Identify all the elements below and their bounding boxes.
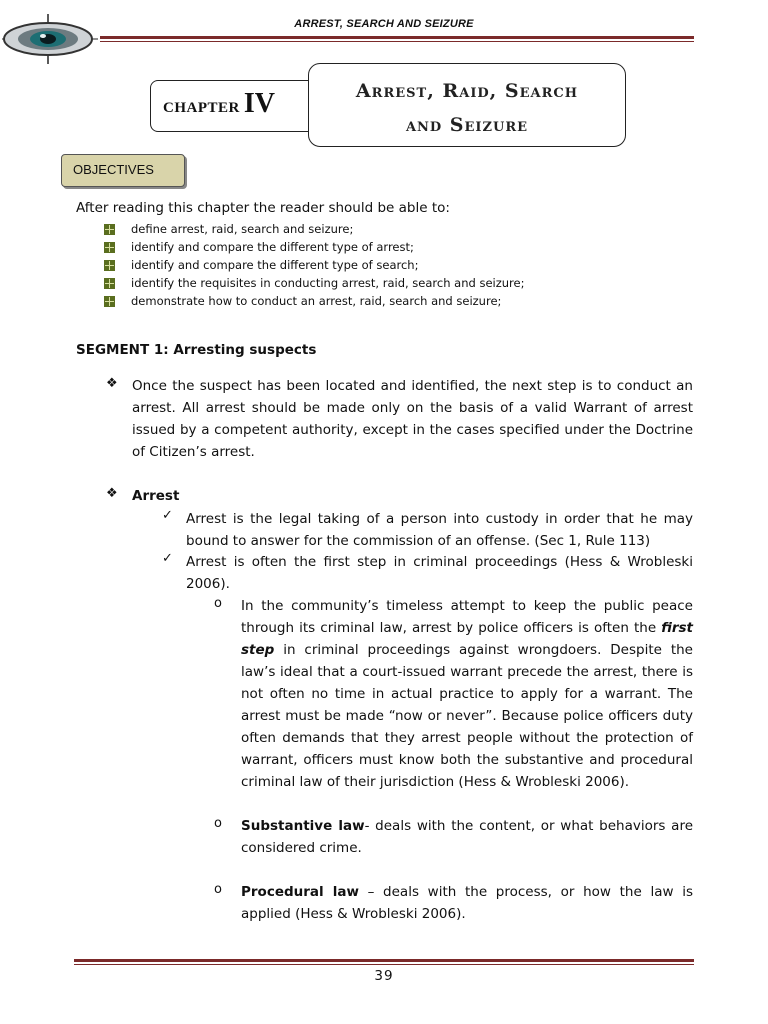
objective-item: identify the requisites in conducting arrest, raid, search and seizure;	[104, 274, 624, 292]
segment-heading: SEGMENT 1: Arresting suspects	[76, 342, 317, 358]
running-header-title: ARREST, SEARCH AND SEIZURE	[294, 18, 474, 30]
diamond-bullet-icon: ❖	[106, 486, 118, 501]
procedural-law-item: Procedural law – deals with the process, or how the law is applied (Hess & Wrobleski 2006).	[241, 884, 693, 922]
circle-bullet-icon: o	[214, 596, 222, 611]
arrest-first-step: Arrest is often the first step in criminal proceedings (Hess & Wrobleski 2006).	[186, 554, 693, 592]
substantive-law-item: Substantive law- deals with the content, or what behaviors are considered crime.	[241, 818, 694, 856]
bullet-square-icon	[104, 260, 115, 271]
circle-bullet-icon: o	[214, 882, 222, 897]
objectives-list	[104, 220, 624, 310]
bullet-square-icon	[104, 278, 115, 289]
chapter-label	[163, 88, 275, 120]
chapter-number: IV	[243, 88, 275, 119]
header-rule-thick	[100, 36, 694, 39]
objective-item: identify and compare the different type of search;	[104, 256, 624, 274]
bullet-square-icon	[104, 242, 115, 253]
chapter-title-line2: and Seizure	[405, 114, 529, 136]
checkmark-icon: ✓	[162, 508, 173, 523]
arrest-heading: Arrest	[132, 488, 180, 504]
chapter-title	[308, 74, 626, 142]
header-rule-thin	[100, 41, 694, 42]
checkmark-icon: ✓	[162, 551, 173, 566]
objective-item: demonstrate how to conduct an arrest, raid, search and seizure;	[104, 292, 624, 310]
circle-bullet-icon: o	[214, 816, 222, 831]
bullet-square-icon	[104, 224, 115, 235]
arrest-definition: Arrest is the legal taking of a person into custody in order that he may bound to answer for the commission of an offense. (Sec 1, Rule 113)	[186, 511, 693, 549]
intro-paragraph: Once the suspect has been located and identified, the next step is to conduct an arrest. All arrest should be made only on the basis of a valid Warrant of arrest issued by a competent authority, except in the cases specified under the Doctrine of Citizen’s arrest.	[132, 378, 693, 460]
footer-rule-thick	[74, 959, 694, 962]
objectives-intro: After reading this chapter the reader should be able to:	[76, 200, 450, 216]
footer-rule-thin	[74, 964, 694, 965]
diamond-bullet-icon: ❖	[106, 376, 118, 391]
objective-item: define arrest, raid, search and seizure;	[104, 220, 624, 238]
chapter-title-line1: Arrest, Raid, Search	[355, 80, 579, 102]
chapter-word: CHAPTER	[163, 100, 240, 116]
community-paragraph: In the community’s timeless attempt to keep the public peace through its criminal law, arrest by police officers is often the first step in criminal proceedings against wrongdoers. Despite the law’s ideal that a court-issued warrant precede the arrest, there is not often no time in actual practice to apply for a warrant. The arrest must be made “now or never”. Because police officers duty often demands that they arrest people without the protection of warrant, officers must know both the substantive and procedural criminal law of their jurisdiction (Hess & Wrobleski 2006).	[241, 598, 693, 790]
objective-item: identify and compare the different type of arrest;	[104, 238, 624, 256]
page-number: 39	[374, 968, 394, 984]
bullet-square-icon	[104, 296, 115, 307]
objectives-label: OBJECTIVES	[73, 162, 154, 177]
